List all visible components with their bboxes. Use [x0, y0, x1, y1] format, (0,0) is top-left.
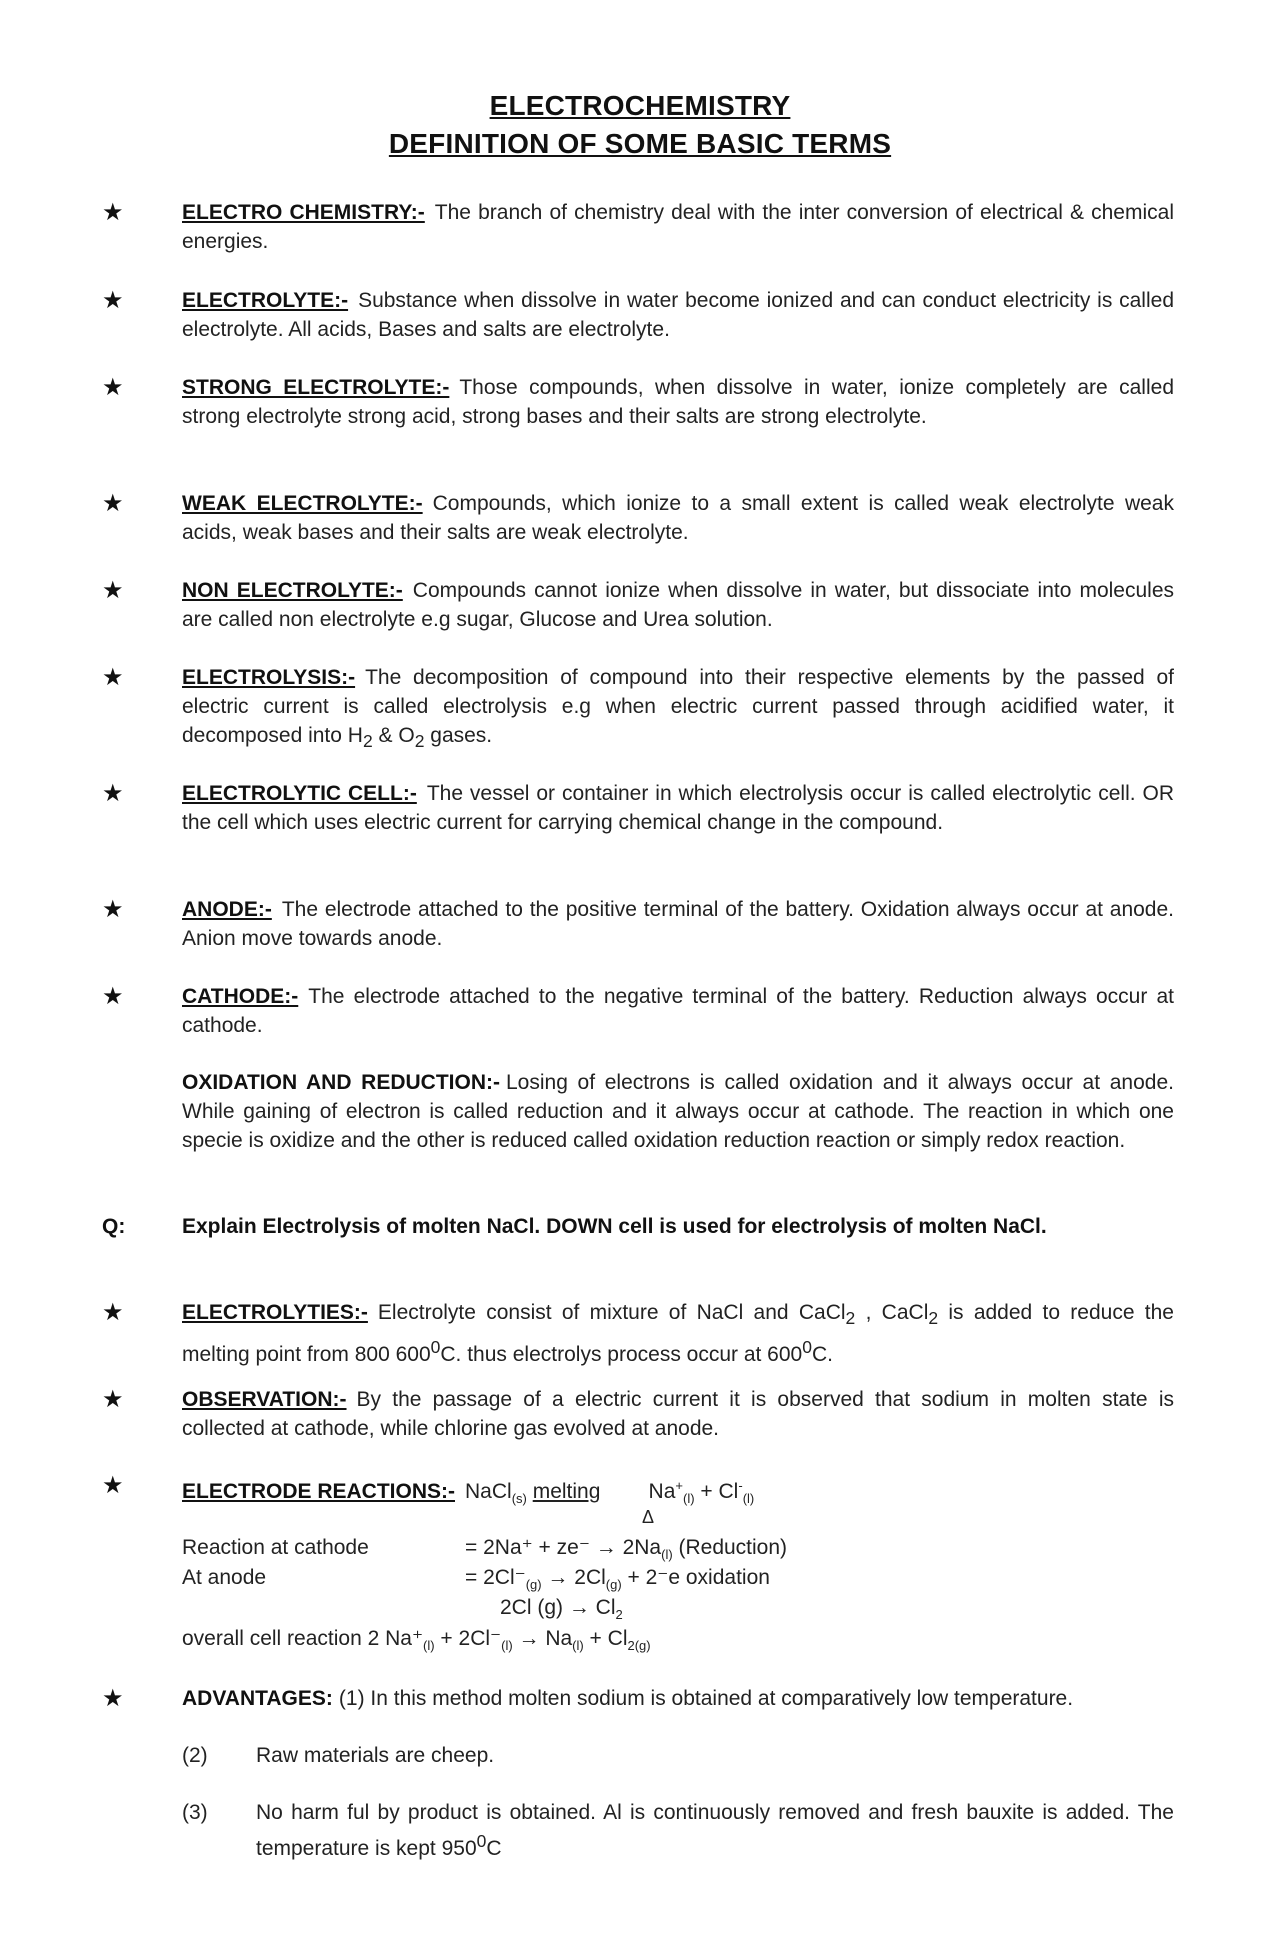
advantage-number: (3)	[182, 1801, 208, 1824]
overall-cell-reaction	[182, 1624, 651, 1660]
page-subtitle: DEFINITION OF SOME BASIC TERMS	[388, 128, 892, 159]
equation-text: = 2Cl⁻	[465, 1566, 526, 1589]
term-label: ELECTRODE REACTIONS:-	[182, 1480, 455, 1503]
star-bullet-icon: ★	[102, 780, 124, 807]
state-subscript: (l)	[661, 1547, 673, 1563]
page-title: ELECTROCHEMISTRY	[489, 90, 791, 121]
equation-text: + 2Cl⁻	[434, 1627, 502, 1650]
state-subscript: (g)	[525, 1577, 542, 1593]
definition-oxidation-reduction	[182, 1068, 1174, 1155]
question-body: Explain Electrolysis of molten NaCl. DOWN cell is used for electrolysis of molten NaCl.	[182, 1215, 1047, 1238]
equation-note: (Reduction)	[672, 1536, 788, 1559]
definition-electrolysis	[182, 663, 1174, 756]
definition-text: Electrolyte consist of mixture of NaCl and CaCl	[377, 1301, 846, 1324]
term-label: WEAK ELECTROLYTE:-	[182, 492, 423, 515]
star-bullet-icon: ★	[102, 1386, 124, 1413]
superscript: 0	[802, 1337, 812, 1358]
star-bullet-icon: ★	[102, 490, 124, 517]
plus-sign: +	[700, 1480, 713, 1503]
definition-text: The branch of chemistry deal with the inter conversion of electrical & chemical energies.	[182, 201, 1174, 253]
definition-anode	[182, 895, 1174, 953]
term-label: ELECTROLYTE:-	[182, 289, 349, 312]
definition-electro-chemistry	[182, 198, 1174, 256]
star-bullet-icon: ★	[102, 664, 124, 691]
star-bullet-icon: ★	[102, 199, 124, 226]
star-bullet-icon: ★	[102, 287, 124, 314]
subscript: 2	[362, 731, 373, 752]
advantage-text	[256, 1798, 1174, 1863]
section-observation	[182, 1385, 1174, 1443]
star-bullet-icon: ★	[102, 1685, 124, 1712]
question-label: Q:	[102, 1215, 126, 1238]
definition-text: gases.	[424, 724, 493, 747]
superscript: 0	[430, 1337, 441, 1358]
term-label: OBSERVATION:-	[182, 1388, 347, 1411]
star-bullet-icon: ★	[102, 374, 124, 401]
subscript: 2	[845, 1308, 856, 1329]
term-label: ELECTROLYSIS:-	[182, 666, 356, 689]
star-bullet-icon: ★	[102, 983, 124, 1010]
definition-text: Substance when dissolve in water become ionized and can conduct electricity is called electrolyte. All acids, Bases and salts are electrolyte.	[182, 289, 1174, 341]
definition-text: By the passage of a electric current it is observed that sodium in molten state is collected at cathode, while chlorine gas evolved at anode.	[182, 1388, 1174, 1440]
state-subscript: (l)	[572, 1638, 584, 1654]
charge: +	[675, 1478, 683, 1493]
definition-strong-electrolyte	[182, 373, 1174, 431]
equation-text: + Cl	[583, 1627, 628, 1650]
cathode-reaction-label: Reaction at cathode	[182, 1536, 369, 1559]
term-label: ANODE:-	[182, 898, 272, 921]
definition-weak-electrolyte	[182, 489, 1174, 547]
state-subscript: (g)	[605, 1577, 622, 1593]
term-label: ELECTRO CHEMISTRY:-	[182, 201, 425, 224]
definition-text: The decomposition of compound into their respective elements by the passed of electric current is called electrolysis e.g when electric current passed through acidified water, it decomposed into H	[182, 666, 1174, 747]
definition-text: (1) In this method molten sodium is obtained at comparatively low temperature.	[338, 1687, 1074, 1710]
state-subscript: (l)	[423, 1638, 435, 1654]
definition-text: C	[486, 1837, 502, 1860]
equation-main	[465, 1478, 755, 1507]
equation-text: 2Cl (g) → Cl	[500, 1596, 616, 1619]
state-subscript: (l)	[742, 1491, 755, 1507]
definition-text: Compounds cannot ionize when dissolve in water, but dissociate into molecules are called non electrolyte e.g sugar, Glucose and Urea solution.	[182, 579, 1175, 631]
advantage-text: Raw materials are cheep.	[256, 1744, 495, 1767]
definition-text: & O	[372, 724, 415, 747]
subscript: 2	[615, 1607, 623, 1623]
delta-symbol: Δ	[642, 1507, 655, 1527]
term-label: ELECTROLYTIC CELL:-	[182, 782, 417, 805]
definition-text: No harm ful by product is obtained. Al is continuously removed and fresh bauxite is added. The temperature is kept 950	[256, 1801, 1174, 1860]
subscript: 2	[414, 731, 425, 752]
melting-arrow-label: melting	[532, 1480, 601, 1503]
equation-text: → Na	[512, 1627, 573, 1650]
definition-cathode	[182, 982, 1174, 1040]
question-text	[182, 1212, 1174, 1241]
definition-text: is added to reduce the melting point from 800 600	[182, 1301, 1174, 1367]
state-subscript: (l)	[501, 1638, 513, 1654]
equation-text: overall cell reaction 2 Na⁺	[182, 1627, 424, 1650]
definition-electrolyte	[182, 286, 1174, 344]
definition-text: The electrode attached to the negative terminal of the battery. Reduction always occur at cathode.	[182, 985, 1174, 1037]
star-bullet-icon: ★	[102, 1299, 124, 1326]
equation-text: + 2⁻e oxidation	[621, 1566, 770, 1589]
definition-text: The electrode attached to the positive terminal of the battery. Oxidation always occur at anode. Anion move towards anode.	[182, 898, 1174, 950]
state-subscript: 2(g)	[627, 1638, 651, 1654]
charge: -	[738, 1478, 743, 1493]
definition-text: The vessel or container in which electrolysis occur is called electrolytic cell. OR the cell which uses electric current for carrying chemical change in the compound.	[182, 782, 1175, 834]
definition-electrolytic-cell	[182, 779, 1174, 837]
electrode-reactions-heading	[182, 1471, 754, 1513]
term-label: NON ELECTROLYTE:-	[182, 579, 403, 602]
anode-reaction-label: At anode	[182, 1566, 267, 1589]
subscript: 2	[928, 1308, 939, 1329]
section-electrolyties	[182, 1298, 1174, 1369]
definition-text: , CaCl	[855, 1301, 929, 1324]
formula: Na	[648, 1480, 676, 1503]
term-label: ADVANTAGES:	[182, 1687, 333, 1710]
definition-text: C. thus electrolys process occur at 600	[440, 1343, 803, 1367]
superscript: 0	[476, 1831, 487, 1851]
definition-text: Losing of electrons is called oxidation and it always occur at anode. While gaining of electron is called reduction and it always occur at cathode. The reaction in which one specie is oxidize and the other is reduced called oxidation reduction reaction or simply redox reaction.	[182, 1071, 1174, 1152]
term-label: STRONG ELECTROLYTE:-	[182, 376, 450, 399]
term-label: ELECTROLYTIES:-	[182, 1301, 368, 1324]
equation-text: → 2Cl	[541, 1566, 606, 1589]
star-bullet-icon: ★	[102, 577, 124, 604]
state-subscript: (s)	[511, 1491, 527, 1507]
section-advantages	[182, 1684, 1174, 1713]
definition-text: Those compounds, when dissolve in water, ionize completely are called strong electrolyte strong acid, strong bases and their salts are strong electrolyte.	[182, 376, 1175, 428]
formula: Cl	[718, 1480, 739, 1503]
definition-non-electrolyte	[182, 576, 1174, 634]
definition-text: Compounds, which ionize to a small extent is called weak electrolyte weak acids, weak bases and their salts are weak electrolyte.	[182, 492, 1174, 544]
definition-text: C.	[811, 1343, 833, 1367]
term-label: OXIDATION AND REDUCTION:-	[182, 1071, 500, 1094]
equation-text: = 2Na⁺ + ze⁻ → 2Na	[465, 1536, 662, 1559]
term-label: CATHODE:-	[182, 985, 299, 1008]
state-subscript: (l)	[683, 1491, 695, 1507]
star-bullet-icon: ★	[102, 1472, 124, 1499]
advantage-number: (2)	[182, 1744, 208, 1767]
star-bullet-icon: ★	[102, 896, 124, 923]
formula: NaCl	[465, 1480, 512, 1503]
